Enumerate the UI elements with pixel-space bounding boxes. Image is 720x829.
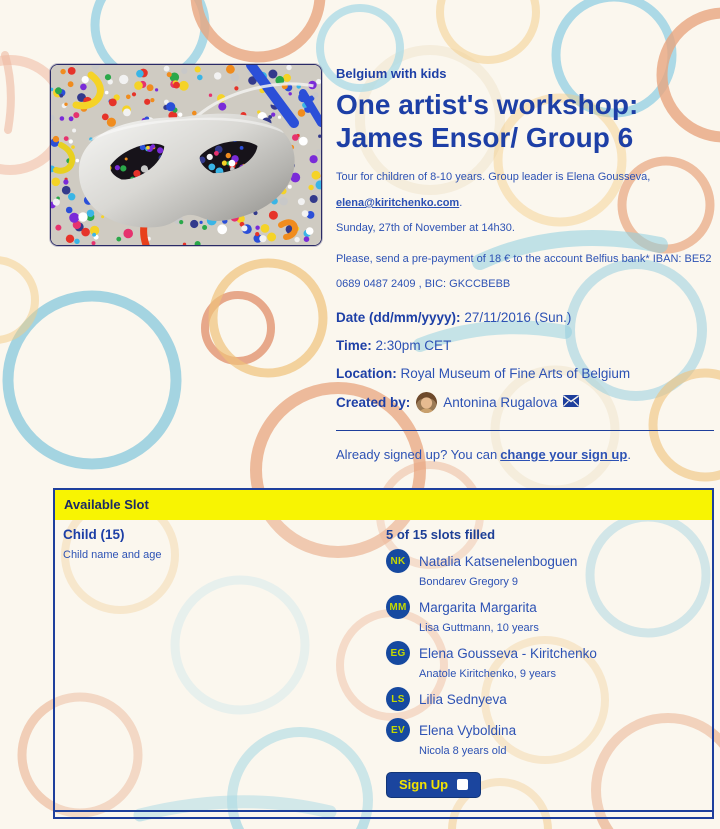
avatar-initials: LS [386, 687, 410, 711]
carnival-mask-photo [50, 64, 322, 246]
signup-comment: Lisa Guttmann, 10 years [419, 622, 539, 634]
envelope-icon[interactable] [563, 395, 579, 410]
signup-comment: Anatole Kiritchenko, 9 years [419, 668, 556, 680]
time-value: 2:30pm CET [375, 338, 452, 353]
signup-name: Margarita Margarita [419, 599, 537, 615]
change-sign-up-link[interactable]: change your sign up [500, 447, 628, 462]
checkbox-icon [457, 779, 468, 790]
signup-row [386, 595, 704, 619]
avatar-initials: EG [386, 641, 410, 665]
signup-name: Natalia Katsenelenboguen [419, 553, 578, 569]
signup-comment: Nicola 8 years old [419, 745, 507, 757]
group-name[interactable]: Belgium with kids [336, 66, 447, 81]
signup-row [386, 718, 704, 742]
creator-avatar [416, 392, 437, 413]
location-value: Royal Museum of Fine Arts of Belgium [400, 366, 631, 381]
avatar-initials: EV [386, 718, 410, 742]
signup-name: Lilia Sednyeva [419, 691, 507, 707]
date-value: 27/11/2016 (Sun.) [464, 310, 572, 325]
event-description: Tour for children of 8-10 years. Group leader is Elena Gousseva, elena@kiritchenko.com. [336, 171, 651, 209]
created-by-label: Created by: [336, 395, 411, 410]
contact-email-link[interactable]: elena@kiritchenko.com [336, 197, 460, 209]
signup-name: Elena Gousseva - Kiritchenko [419, 645, 597, 661]
signup-name: Elena Vyboldina [419, 722, 517, 738]
location-row [336, 366, 714, 381]
available-slot-box [53, 488, 714, 819]
slot-box-bottom-divider [55, 810, 712, 812]
location-label: Location: [336, 366, 397, 381]
schedule-note: Sunday, 27th of November at 14h30. [336, 222, 515, 234]
payment-note: Please, send a pre-payment of 18 € to the account Belfius bank* IBAN: BE52 0689 0487 2409 , BIC: GKCCBEBB [336, 253, 712, 290]
sign-up-button-label: Sign Up [399, 777, 449, 792]
already-signed-up-row: Already signed up? You can change your sign up. [336, 447, 631, 462]
slots-filled-summary: 5 of 15 slots filled [386, 527, 496, 542]
section-divider [336, 430, 714, 431]
slot-hint: Child name and age [63, 549, 162, 561]
signup-comment: Bondarev Gregory 9 [419, 576, 519, 588]
event-title: One artist's workshop: James Ensor/ Group 6 [336, 89, 639, 153]
signup-row [386, 641, 704, 665]
time-label: Time: [336, 338, 372, 353]
date-row [336, 310, 714, 325]
slot-box-header: Available Slot [55, 490, 712, 520]
slot-title: Child (15) [63, 527, 125, 542]
created-by-row [336, 392, 714, 413]
avatar-initials: MM [386, 595, 410, 619]
avatar-initials: NK [386, 549, 410, 573]
signup-row [386, 687, 704, 711]
date-label: Date (dd/mm/yyyy): [336, 310, 461, 325]
creator-name: Antonina Rugalova [443, 395, 558, 410]
sign-up-button[interactable] [386, 772, 481, 798]
time-row [336, 338, 714, 353]
signup-row [386, 549, 704, 573]
